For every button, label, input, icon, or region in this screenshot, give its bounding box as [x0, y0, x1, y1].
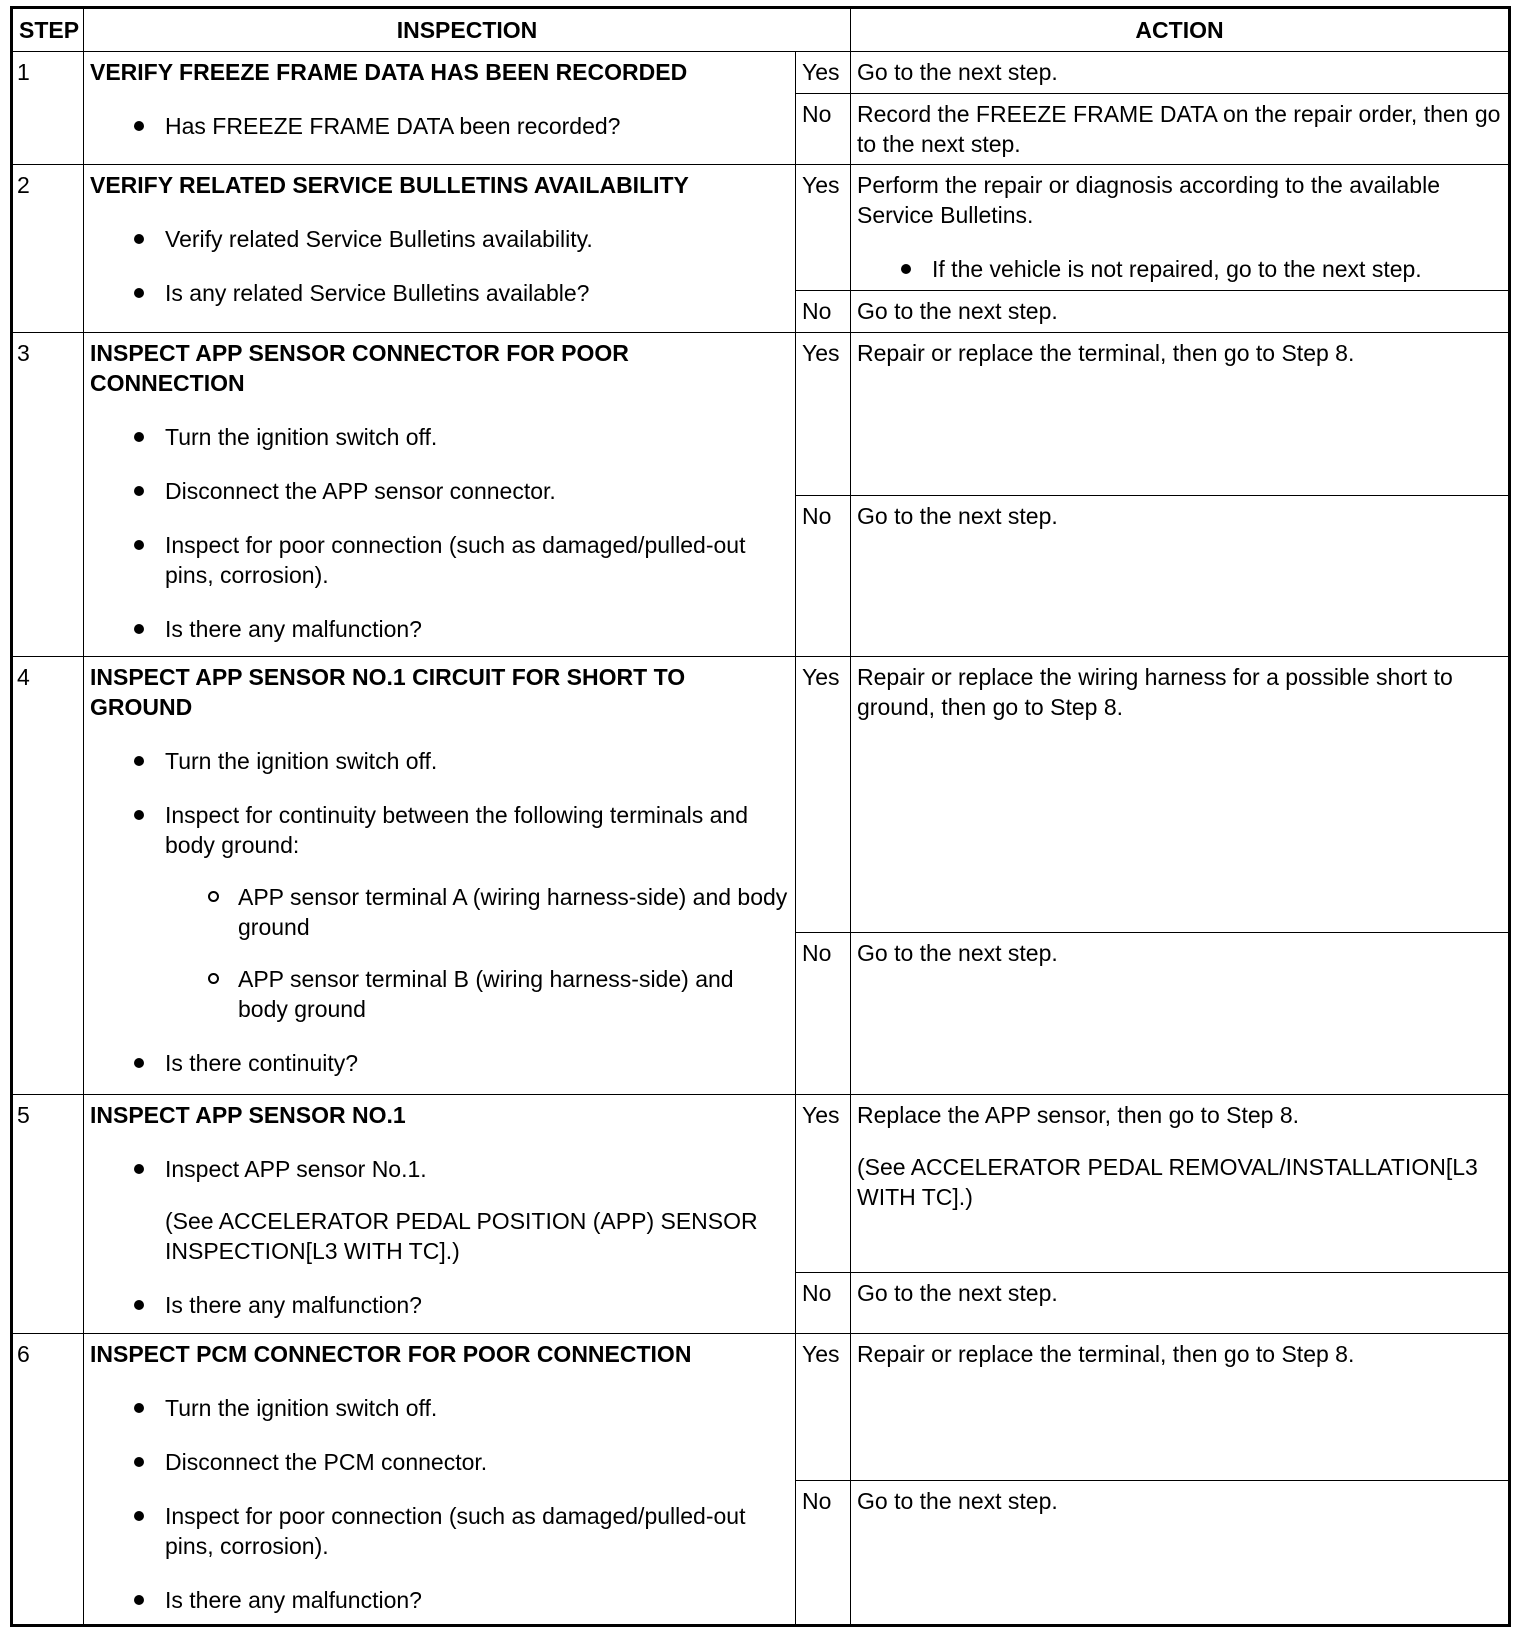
no-label: No: [796, 94, 851, 165]
yes-label: Yes: [796, 165, 851, 291]
yes-action-cell: [851, 1095, 1510, 1273]
yes-action: Repair or replace the terminal, then go to Step 8.: [851, 333, 1510, 495]
inspection-bullet: Inspect for continuity between the following terminals and body ground:: [90, 800, 789, 860]
step-title: VERIFY RELATED SERVICE BULLETINS AVAILABILITY: [90, 172, 689, 199]
no-action: Go to the next step.: [851, 291, 1510, 333]
inspection-bullet: Disconnect the PCM connector.: [90, 1447, 789, 1477]
inspection-sub-bullet: APP sensor terminal B (wiring harness-side) and body ground: [90, 964, 789, 1024]
inspection-bullet: Is any related Service Bulletins available?: [90, 278, 789, 308]
step-number: 2: [12, 165, 84, 333]
inspection-bullet: Is there any malfunction?: [90, 1290, 789, 1320]
no-action: Go to the next step.: [851, 933, 1510, 1095]
step-5-inspection: [84, 1095, 796, 1333]
step-title: INSPECT APP SENSOR NO.1: [90, 1102, 406, 1129]
no-label: No: [796, 1273, 851, 1333]
inspection-bullet: Inspect APP sensor No.1.: [90, 1154, 789, 1184]
step-4-inspection: [84, 656, 796, 1095]
no-label: No: [796, 933, 851, 1095]
action-header: ACTION: [851, 8, 1510, 52]
step-1-inspection: [84, 52, 796, 165]
no-action: Go to the next step.: [851, 1273, 1510, 1333]
no-action: Go to the next step.: [851, 1480, 1510, 1625]
inspection-bullet: Is there any malfunction?: [90, 1585, 789, 1615]
inspection-sub-bullet: APP sensor terminal A (wiring harness-side) and body ground: [90, 882, 789, 942]
step-2-inspection: [84, 165, 796, 333]
inspection-bullet: Disconnect the APP sensor connector.: [90, 476, 789, 506]
step-1-yes-row: [12, 52, 1510, 94]
step-number: 5: [12, 1095, 84, 1333]
no-action: Go to the next step.: [851, 495, 1510, 656]
yes-action-cell: [851, 165, 1510, 291]
step-title: INSPECT PCM CONNECTOR FOR POOR CONNECTION: [90, 1340, 692, 1367]
yes-action: Go to the next step.: [851, 52, 1510, 94]
inspection-bullet: Inspect for poor connection (such as damaged/pulled-out pins, corrosion).: [90, 1501, 789, 1561]
step-6-inspection: [84, 1333, 796, 1625]
inspection-bullet: Is there continuity?: [90, 1048, 789, 1078]
yes-action: Repair or replace the terminal, then go to Step 8.: [851, 1333, 1510, 1480]
header-row: [12, 8, 1510, 52]
inspection-reference-note: (See ACCELERATOR PEDAL POSITION (APP) SENSOR INSPECTION[L3 WITH TC].): [165, 1208, 758, 1265]
yes-label: Yes: [796, 1333, 851, 1480]
step-6-yes-row: [12, 1333, 1510, 1480]
step-2-yes-row: [12, 165, 1510, 291]
step-title: VERIFY FREEZE FRAME DATA HAS BEEN RECORDED: [90, 59, 688, 86]
step-number: 6: [12, 1333, 84, 1625]
inspection-header: INSPECTION: [84, 8, 851, 52]
inspection-bullet: Has FREEZE FRAME DATA been recorded?: [90, 111, 789, 141]
step-number: 4: [12, 656, 84, 1095]
step-number: 3: [12, 333, 84, 656]
no-action: Record the FREEZE FRAME DATA on the repair order, then go to the next step.: [851, 94, 1510, 165]
inspection-bullet: Turn the ignition switch off.: [90, 422, 789, 452]
inspection-bullet: Is there any malfunction?: [90, 614, 789, 644]
yes-action: Perform the repair or diagnosis according to the available Service Bulletins.: [857, 172, 1441, 229]
yes-action-bullet: If the vehicle is not repaired, go to the next step.: [857, 254, 1502, 284]
no-label: No: [796, 291, 851, 333]
inspection-bullet: Turn the ignition switch off.: [90, 746, 789, 776]
yes-action: Repair or replace the wiring harness for a possible short to ground, then go to Step 8.: [851, 656, 1510, 932]
yes-action-reference-note: (See ACCELERATOR PEDAL REMOVAL/INSTALLATION[L3 WITH TC].): [857, 1154, 1478, 1211]
yes-action: Replace the APP sensor, then go to Step 8.: [857, 1102, 1300, 1129]
diagnostic-procedure-table: [10, 6, 1511, 1627]
step-3-inspection: [84, 333, 796, 656]
inspection-bullet: Verify related Service Bulletins availability.: [90, 224, 789, 254]
yes-label: Yes: [796, 1095, 851, 1273]
step-title: INSPECT APP SENSOR NO.1 CIRCUIT FOR SHORT TO GROUND: [90, 663, 686, 720]
step-number: 1: [12, 52, 84, 165]
yes-label: Yes: [796, 333, 851, 495]
no-label: No: [796, 495, 851, 656]
step-4-yes-row: [12, 656, 1510, 932]
step-5-yes-row: [12, 1095, 1510, 1273]
yes-label: Yes: [796, 52, 851, 94]
step-title: INSPECT APP SENSOR CONNECTOR FOR POOR CONNECTION: [90, 340, 629, 397]
yes-label: Yes: [796, 656, 851, 932]
inspection-bullet: Inspect for poor connection (such as damaged/pulled-out pins, corrosion).: [90, 530, 789, 590]
no-label: No: [796, 1480, 851, 1625]
diagnostic-table-container: [10, 6, 1511, 1627]
inspection-bullet: Turn the ignition switch off.: [90, 1393, 789, 1423]
step-3-yes-row: [12, 333, 1510, 495]
step-header: STEP: [12, 8, 84, 52]
